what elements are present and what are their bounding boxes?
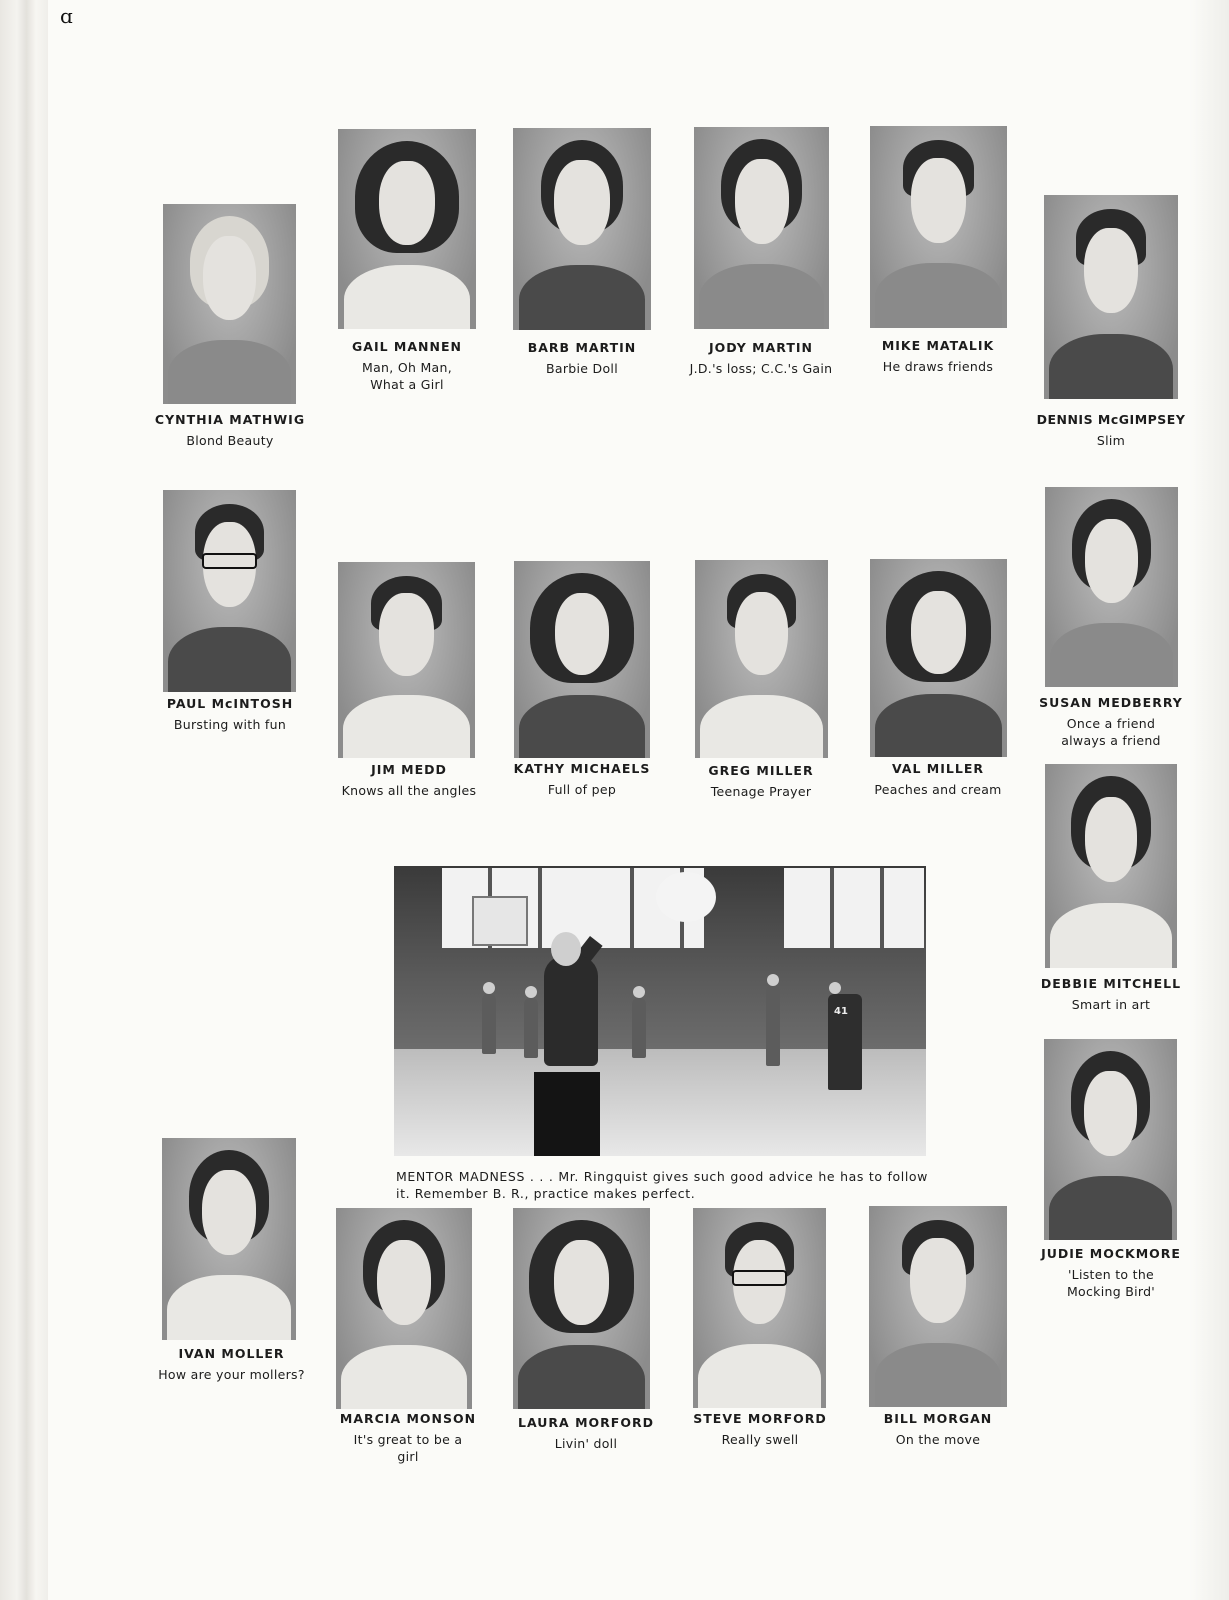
portrait-photo-gail-mannen xyxy=(338,129,476,329)
caption-barb-martin xyxy=(502,339,662,377)
caption-val-miller xyxy=(848,760,1028,798)
student-name: DENNIS McGIMPSEY xyxy=(1036,412,1186,427)
caption-paul-mcintosh xyxy=(150,695,310,733)
caption-steve-morford xyxy=(675,1410,845,1448)
student-name: KATHY MICHAELS xyxy=(513,761,651,776)
student-quote: He draws friends xyxy=(882,359,994,374)
student-quote: Man, Oh Man, What a Girl xyxy=(362,360,452,392)
student-quote: Bursting with fun xyxy=(173,717,287,732)
caption-bill-morgan xyxy=(853,1410,1023,1448)
caption-mike-matalik xyxy=(858,337,1018,375)
gym-basketball-photo xyxy=(394,866,926,1156)
student-name: LAURA MORFORD xyxy=(518,1415,654,1430)
portrait-photo-susan-medberry xyxy=(1045,487,1178,687)
student-name: GAIL MANNEN xyxy=(352,339,462,354)
handwritten-page-mark: ɑ xyxy=(60,4,73,28)
student-quote: J.D.'s loss; C.C.'s Gain xyxy=(689,361,833,376)
student-quote: Peaches and cream xyxy=(874,782,1002,797)
student-quote: Once a friend always a friend xyxy=(1061,716,1161,748)
student-name: MIKE MATALIK xyxy=(881,338,995,353)
student-name: PAUL McINTOSH xyxy=(166,696,294,711)
student-quote: Livin' doll xyxy=(554,1436,618,1451)
student-name: SUSAN MEDBERRY xyxy=(1039,695,1183,710)
student-quote: Smart in art xyxy=(1071,997,1151,1012)
portrait-photo-val-miller xyxy=(870,559,1007,757)
jersey-number: 41 xyxy=(834,1006,848,1017)
caption-judie-mockmore xyxy=(1031,1245,1191,1300)
caption-debbie-mitchell xyxy=(1031,975,1191,1013)
caption-dennis-mcgimpsey xyxy=(1031,411,1191,449)
caption-gail-mannen xyxy=(327,338,487,393)
student-quote: On the move xyxy=(895,1432,981,1447)
portrait-photo-barb-martin xyxy=(513,128,651,330)
caption-jim-medd xyxy=(319,761,499,799)
portrait-photo-ivan-moller xyxy=(162,1138,296,1340)
student-quote: Really swell xyxy=(721,1432,799,1447)
portrait-photo-bill-morgan xyxy=(869,1206,1007,1407)
student-name: BARB MARTIN xyxy=(527,340,637,355)
student-name: VAL MILLER xyxy=(891,761,984,776)
student-quote: Full of pep xyxy=(547,782,617,797)
gym-photo-caption: MENTOR MADNESS . . . Mr. Ringquist gives such good advice he has to follow it. Remember B. R., practice makes perfect. xyxy=(396,1169,928,1201)
caption-laura-morford xyxy=(501,1414,671,1452)
student-name: JUDIE MOCKMORE xyxy=(1041,1246,1181,1261)
student-name: BILL MORGAN xyxy=(883,1411,993,1426)
portrait-photo-cynthia-mathwig xyxy=(163,204,296,404)
student-name: JODY MARTIN xyxy=(709,340,813,355)
student-name: CYNTHIA MATHWIG xyxy=(154,412,306,427)
portrait-photo-steve-morford xyxy=(693,1208,826,1408)
student-name: STEVE MORFORD xyxy=(693,1411,827,1426)
student-quote: It's great to be a girl xyxy=(353,1432,463,1464)
student-quote: Teenage Prayer xyxy=(710,784,812,799)
portrait-photo-greg-miller xyxy=(695,560,828,758)
portrait-photo-jim-medd xyxy=(338,562,475,758)
student-quote: How are your mollers? xyxy=(158,1367,305,1382)
student-name: DEBBIE MITCHELL xyxy=(1040,976,1182,991)
caption-greg-miller xyxy=(681,762,841,800)
student-quote: Knows all the angles xyxy=(341,783,477,798)
caption-cynthia-mathwig xyxy=(140,411,320,449)
student-name: IVAN MOLLER xyxy=(178,1346,285,1361)
portrait-photo-debbie-mitchell xyxy=(1045,764,1177,968)
student-quote: Barbie Doll xyxy=(546,361,618,376)
student-name: MARCIA MONSON xyxy=(339,1411,477,1426)
portrait-photo-kathy-michaels xyxy=(514,561,650,758)
page-binding-edge xyxy=(0,0,48,1600)
caption-marcia-monson xyxy=(323,1410,493,1465)
student-quote: Slim xyxy=(1096,433,1126,448)
caption-jody-martin xyxy=(671,339,851,377)
student-name: JIM MEDD xyxy=(371,762,447,777)
portrait-photo-laura-morford xyxy=(513,1208,650,1409)
caption-susan-medberry xyxy=(1031,694,1191,749)
student-quote: Blond Beauty xyxy=(186,433,274,448)
portrait-photo-dennis-mcgimpsey xyxy=(1044,195,1178,399)
portrait-photo-marcia-monson xyxy=(336,1208,472,1409)
page-edge-shadow xyxy=(1189,0,1229,1600)
portrait-photo-paul-mcintosh xyxy=(163,490,296,692)
student-quote: 'Listen to the Mocking Bird' xyxy=(1066,1267,1156,1299)
portrait-photo-mike-matalik xyxy=(870,126,1007,328)
portrait-photo-judie-mockmore xyxy=(1044,1039,1177,1240)
caption-kathy-michaels xyxy=(497,760,667,798)
student-name: GREG MILLER xyxy=(708,763,814,778)
portrait-photo-jody-martin xyxy=(694,127,829,329)
caption-ivan-moller xyxy=(139,1345,324,1383)
